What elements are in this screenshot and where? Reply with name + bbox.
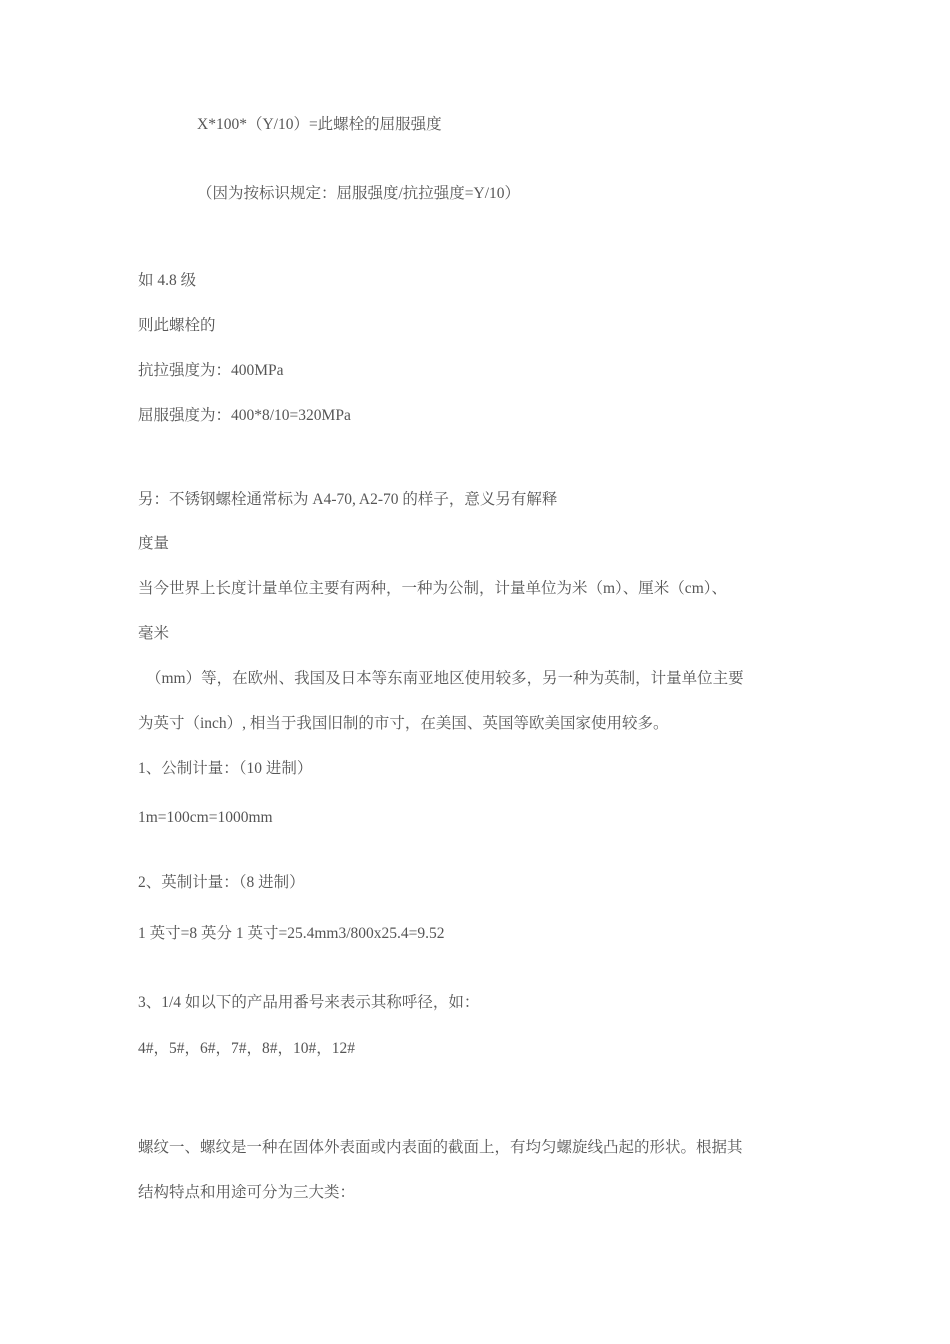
stainless-note: 另：不锈钢螺栓通常标为 A4-70, A2-70 的样子，意义另有解释	[138, 491, 558, 508]
formula-note: （因为按标识规定：屈服强度/抗拉强度=Y/10）	[197, 185, 521, 202]
imperial-conversion: 1 英寸=8 英分 1 英寸=25.4mm3/800x25.4=9.52	[138, 925, 445, 942]
tensile-strength: 抗拉强度为：400MPa	[138, 362, 284, 379]
section-heading-measure: 度量	[138, 535, 170, 552]
yield-strength: 屈服强度为：400*8/10=320MPa	[138, 407, 351, 424]
size-number-intro: 3、1/4 如以下的产品用番号来表示其称呼径，如：	[138, 994, 480, 1011]
size-number-list: 4#，5#，6#，7#，8#，10#，12#	[138, 1040, 356, 1057]
example-intro: 则此螺栓的	[138, 317, 216, 334]
thread-paragraph-line: 结构特点和用途可分为三大类：	[138, 1184, 356, 1201]
metric-conversion: 1m=100cm=1000mm	[138, 809, 273, 826]
metric-heading: 1、公制计量：（10 进制）	[138, 760, 313, 777]
paragraph-line: 当今世界上长度计量单位主要有两种，一种为公制，计量单位为米（m）、厘米（cm）、	[138, 580, 727, 597]
formula-line: X*100*（Y/10）=此螺栓的屈服强度	[197, 116, 442, 133]
example-grade: 如 4.8 级	[138, 272, 197, 289]
paragraph-line: 毫米	[138, 625, 170, 642]
thread-paragraph-line: 螺纹一、螺纹是一种在固体外表面或内表面的截面上，有均匀螺旋线凸起的形状。根据其	[138, 1139, 743, 1156]
paragraph-line: （mm）等，在欧州、我国及日本等东南亚地区使用较多，另一种为英制，计量单位主要	[146, 670, 744, 687]
imperial-heading: 2、英制计量：（8 进制）	[138, 874, 305, 891]
paragraph-line: 为英寸（inch）, 相当于我国旧制的市寸，在美国、英国等欧美国家使用较多。	[138, 715, 669, 732]
